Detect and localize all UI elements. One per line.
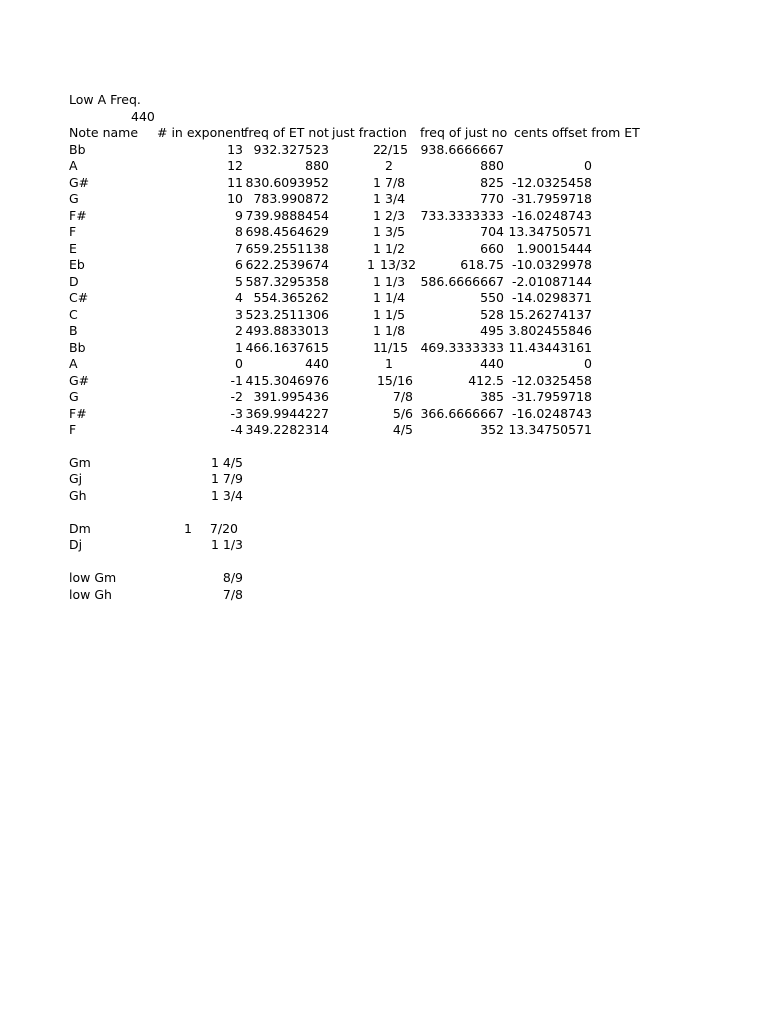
just-freq-cell: 733.3333333 [420, 207, 504, 223]
et-freq-cell: 622.2539674 [245, 257, 329, 272]
note-name-cell: A [69, 356, 78, 371]
fraction-cell: 1/15 [380, 339, 409, 355]
fraction-cell: 15/16 [376, 372, 413, 388]
exponent-cell: 1 [235, 339, 243, 355]
extra-row [0, 521, 768, 538]
extra-whole: 1 [184, 520, 192, 536]
cents-cell: 1.90015444 [516, 240, 592, 256]
table-row [0, 389, 768, 406]
just-freq-cell: 660 [480, 240, 504, 256]
just-freq-cell: 880 [480, 158, 504, 173]
exponent-cell: 0 [235, 356, 243, 371]
fraction-whole-cell: 1 [385, 356, 393, 371]
fraction-cell: 7/8 [392, 389, 413, 404]
note-name-cell: D [69, 273, 79, 289]
note-name-cell: C# [69, 290, 89, 305]
fraction-whole-cell: 1 [373, 290, 381, 305]
cents-cell: -2.01087144 [511, 273, 592, 289]
note-name-cell: F# [69, 405, 87, 421]
note-name-cell: F# [69, 207, 87, 223]
fraction-cell: 13/32 [380, 257, 417, 272]
et-freq-cell: 830.6093952 [245, 174, 329, 190]
fraction-whole-cell: 1 [373, 240, 381, 256]
fraction-whole-cell: 1 [373, 174, 381, 190]
note-name-cell: G# [69, 174, 90, 190]
just-freq-cell: 618.75 [460, 257, 504, 272]
cents-cell: 15.26274137 [508, 306, 592, 322]
table-row [0, 356, 768, 373]
extra-row [0, 455, 768, 472]
fraction-whole-cell: 1 [373, 323, 381, 338]
table-row [0, 340, 768, 357]
note-name-cell: B [69, 323, 78, 338]
et-freq-cell: 440 [305, 356, 329, 371]
extra-label: low Gh [69, 586, 112, 602]
exponent-cell: 5 [235, 273, 243, 289]
just-freq-cell: 469.3333333 [420, 339, 504, 355]
exponent-cell: -4 [230, 422, 243, 437]
exponent-cell: 8 [235, 224, 243, 239]
fraction-whole-cell: 1 [373, 273, 381, 289]
note-name-cell: Bb [69, 141, 86, 157]
exponent-cell: 9 [235, 207, 243, 223]
note-name-cell: G# [69, 372, 90, 388]
just-freq-cell: 528 [480, 306, 504, 322]
just-freq-cell: 586.6666667 [420, 273, 504, 289]
table-row [0, 142, 768, 159]
exponent-cell: 10 [227, 191, 243, 206]
fraction-whole-cell: 1 [367, 257, 375, 272]
fraction-cell: 4/5 [392, 422, 413, 437]
cents-cell: -12.0325458 [511, 372, 592, 388]
extra-row [0, 587, 768, 604]
extra-value: 1 3/4 [210, 487, 243, 503]
cents-cell: 11.43443161 [508, 339, 592, 355]
table-row [0, 373, 768, 390]
et-freq-cell: 880 [305, 158, 329, 173]
extra-label: Dj [69, 537, 83, 552]
low-a-value: 440 [131, 108, 155, 124]
low-a-label: Low A Freq. [69, 92, 141, 107]
header-just-fraction: just fraction [332, 125, 407, 140]
exponent-cell: 12 [227, 158, 243, 173]
header-exponent: # in exponent [157, 125, 246, 140]
et-freq-cell: 349.2282314 [245, 422, 329, 437]
note-name-cell: E [69, 240, 77, 256]
fraction-whole-cell: 1 [373, 339, 381, 355]
note-name-cell: Eb [69, 257, 85, 272]
note-name-cell: Bb [69, 339, 86, 355]
extra-value: 8/9 [222, 570, 243, 585]
just-freq-cell: 938.6666667 [420, 141, 504, 157]
just-freq-cell: 440 [480, 356, 504, 371]
extra-row [0, 570, 768, 587]
table-row [0, 307, 768, 324]
note-name-cell: G [69, 191, 79, 206]
table-row [0, 208, 768, 225]
note-name-cell: G [69, 389, 79, 404]
et-freq-cell: 698.4564629 [245, 224, 329, 239]
exponent-cell: 6 [235, 257, 243, 272]
extra-label: low Gm [69, 570, 117, 585]
table-row [0, 323, 768, 340]
et-freq-cell: 391.995436 [253, 389, 329, 404]
exponent-cell: -3 [230, 405, 243, 421]
cents-cell: 13.34750571 [508, 422, 592, 437]
fraction-whole-cell: 1 [373, 224, 381, 239]
fraction-whole-cell: 1 [373, 191, 381, 206]
just-freq-cell: 385 [480, 389, 504, 404]
just-freq-cell: 825 [480, 174, 504, 190]
header-note-name: Note name [69, 125, 139, 140]
header-et-freq: freq of ET not [244, 125, 329, 140]
exponent-cell: 4 [235, 290, 243, 305]
cents-cell: 3.802455846 [508, 323, 592, 338]
et-freq-cell: 659.2551138 [245, 240, 329, 256]
just-freq-cell: 770 [480, 191, 504, 206]
low-a-value-row [0, 109, 768, 126]
low-a-row [0, 92, 768, 109]
table-row [0, 406, 768, 423]
extra-value: 1 1/3 [210, 537, 243, 552]
cents-cell: -31.7959718 [511, 389, 592, 404]
extra-value: 7/20 [209, 520, 238, 536]
note-name-cell: A [69, 158, 78, 173]
extra-row [0, 471, 768, 488]
fraction-whole-cell: 2 [385, 158, 393, 173]
just-freq-cell: 352 [480, 422, 504, 437]
exponent-cell: -2 [230, 389, 243, 404]
just-freq-cell: 704 [480, 224, 504, 239]
et-freq-cell: 415.3046976 [245, 372, 329, 388]
fraction-cell: 1/4 [385, 290, 406, 305]
exponent-cell: 7 [235, 240, 243, 256]
note-name-cell: C [69, 306, 78, 322]
table-row [0, 224, 768, 241]
fraction-whole-cell: 2 [373, 141, 381, 157]
cents-cell: 0 [584, 356, 592, 371]
fraction-cell: 2/15 [380, 141, 409, 157]
extra-value: 1 4/5 [210, 454, 243, 470]
et-freq-cell: 369.9944227 [245, 405, 329, 421]
header-just-freq: freq of just no [420, 125, 508, 140]
cents-cell: 13.34750571 [508, 224, 592, 239]
et-freq-cell: 739.9888454 [245, 207, 329, 223]
et-freq-cell: 493.8833013 [245, 323, 329, 338]
extra-label: Gj [69, 471, 83, 486]
exponent-cell: 3 [235, 306, 243, 322]
table-row [0, 257, 768, 274]
fraction-cell: 3/4 [385, 191, 406, 206]
fraction-cell: 7/8 [385, 174, 406, 190]
table-row [0, 191, 768, 208]
et-freq-cell: 554.365262 [253, 290, 329, 305]
header-cents: cents offset from ET [514, 125, 640, 140]
just-freq-cell: 366.6666667 [420, 405, 504, 421]
table-row [0, 241, 768, 258]
exponent-cell: 13 [227, 141, 243, 157]
just-freq-cell: 550 [480, 290, 504, 305]
extra-row [0, 537, 768, 554]
exponent-cell: -1 [230, 372, 243, 388]
et-freq-cell: 783.990872 [253, 191, 329, 206]
fraction-cell: 5/6 [392, 405, 413, 421]
et-freq-cell: 587.3295358 [245, 273, 329, 289]
extra-value: 7/8 [222, 586, 243, 602]
just-freq-cell: 495 [480, 323, 504, 338]
cents-cell: -16.0248743 [511, 207, 592, 223]
et-freq-cell: 932.327523 [253, 141, 329, 157]
extra-label: Dm [69, 520, 91, 536]
fraction-cell: 1/8 [385, 323, 406, 338]
fraction-cell: 3/5 [385, 224, 406, 239]
fraction-whole-cell: 1 [373, 306, 381, 322]
cents-cell: -31.7959718 [511, 191, 592, 206]
table-row [0, 274, 768, 291]
extra-label: Gh [69, 487, 87, 503]
cents-cell: -12.0325458 [511, 174, 592, 190]
cents-cell: -16.0248743 [511, 405, 592, 421]
fraction-cell: 1/3 [385, 273, 406, 289]
cents-cell: 0 [584, 158, 592, 173]
fraction-cell: 1/2 [385, 240, 406, 256]
just-freq-cell: 412.5 [468, 372, 504, 388]
table-row [0, 290, 768, 307]
fraction-cell: 1/5 [385, 306, 406, 322]
exponent-cell: 11 [227, 174, 243, 190]
header-row [0, 125, 768, 142]
cents-cell: -14.0298371 [511, 290, 592, 305]
et-freq-cell: 466.1637615 [245, 339, 329, 355]
table-row [0, 175, 768, 192]
exponent-cell: 2 [235, 323, 243, 338]
note-name-cell: F [69, 422, 77, 437]
cents-cell: -10.0329978 [511, 257, 592, 272]
extra-label: Gm [69, 454, 91, 470]
fraction-whole-cell: 1 [373, 207, 381, 223]
fraction-cell: 2/3 [385, 207, 406, 223]
table-row [0, 158, 768, 175]
table-row [0, 422, 768, 439]
note-name-cell: F [69, 224, 77, 239]
extra-value: 1 7/9 [210, 471, 243, 486]
et-freq-cell: 523.2511306 [245, 306, 329, 322]
extra-row [0, 488, 768, 505]
